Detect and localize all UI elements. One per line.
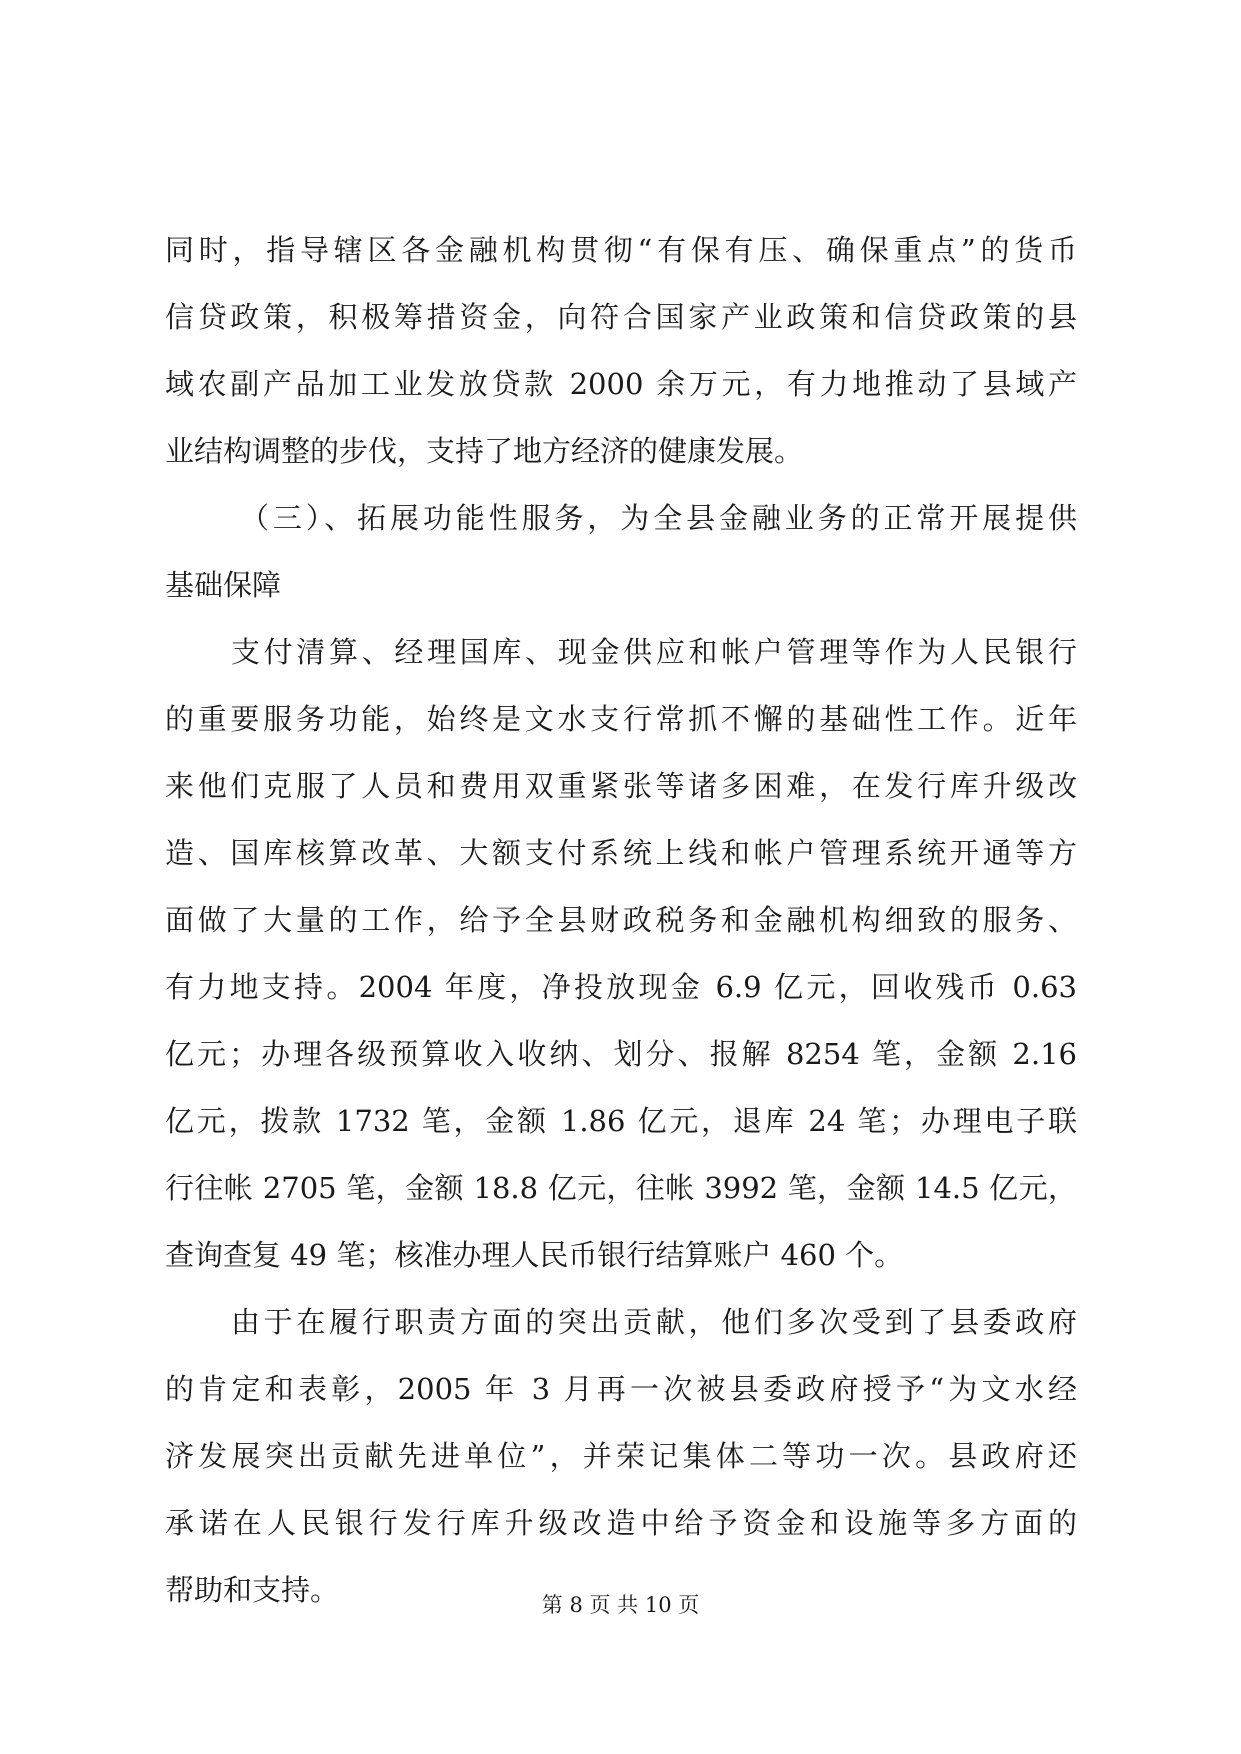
text-line: 造、国库核算改革、大额支付系统上线和帐户管理系统开通等方 [165,836,1077,870]
text-line: 来他们克服了人员和费用双重紧张等诸多困难，在发行库升级改 [165,769,1077,803]
body-text [165,228,1077,1635]
text-line: 有力地支持。2004 年度，净投放现金 6.9 亿元，回收残币 0.63 [165,970,1077,1004]
section-heading-line: （三）、拓展功能性服务，为全县金融业务的正常开展提供 [240,501,1077,535]
text-line: 济发展突出贡献先进单位”，并荣记集体二等功一次。县政府还 [165,1439,1077,1473]
text-line: 查询查复 49 笔；核准办理人民币银行结算账户 460 个。 [165,1238,904,1272]
text-line: 亿元，拨款 1732 笔，金额 1.86 亿元，退库 24 笔；办理电子联 [165,1104,1077,1138]
text-line: 面做了大量的工作，给予全县财政税务和金融机构细致的服务、 [165,903,1077,937]
text-line: 同时，指导辖区各金融机构贯彻“有保有压、确保重点”的货币 [165,233,1077,267]
text-line: 的重要服务功能，始终是文水支行常抓不懈的基础性工作。近年 [165,702,1077,736]
section-heading-line: 基础保障 [165,568,282,602]
text-line: 亿元；办理各级预算收入收纳、划分、报解 8254 笔，金额 2.16 [165,1037,1077,1071]
text-line: 支付清算、经理国库、现金供应和帐户管理等作为人民银行 [231,635,1077,669]
text-line: 域农副产品加工业发放贷款 2000 余万元，有力地推动了县域产 [165,367,1077,401]
text-line: 由于在履行职责方面的突出贡献，他们多次受到了县委政府 [231,1305,1077,1339]
text-line: 的肯定和表彰，2005 年 3 月再一次被县委政府授予“为文水经 [165,1372,1077,1406]
text-line: 业结构调整的步伐，支持了地方经济的健康发展。 [165,434,804,468]
text-line: 承诺在人民银行发行库升级改造中给予资金和设施等多方面的 [165,1506,1077,1540]
text-line: 行往帐 2705 笔，金额 18.8 亿元，往帐 3992 笔，金额 14.5 亿元， [165,1171,1077,1205]
text-line: 帮助和支持。 [165,1573,340,1607]
page-number-footer: 第 8 页 共 10 页 [541,1593,700,1617]
text-line: 信贷政策，积极筹措资金，向符合国家产业政策和信贷政策的县 [165,300,1077,334]
